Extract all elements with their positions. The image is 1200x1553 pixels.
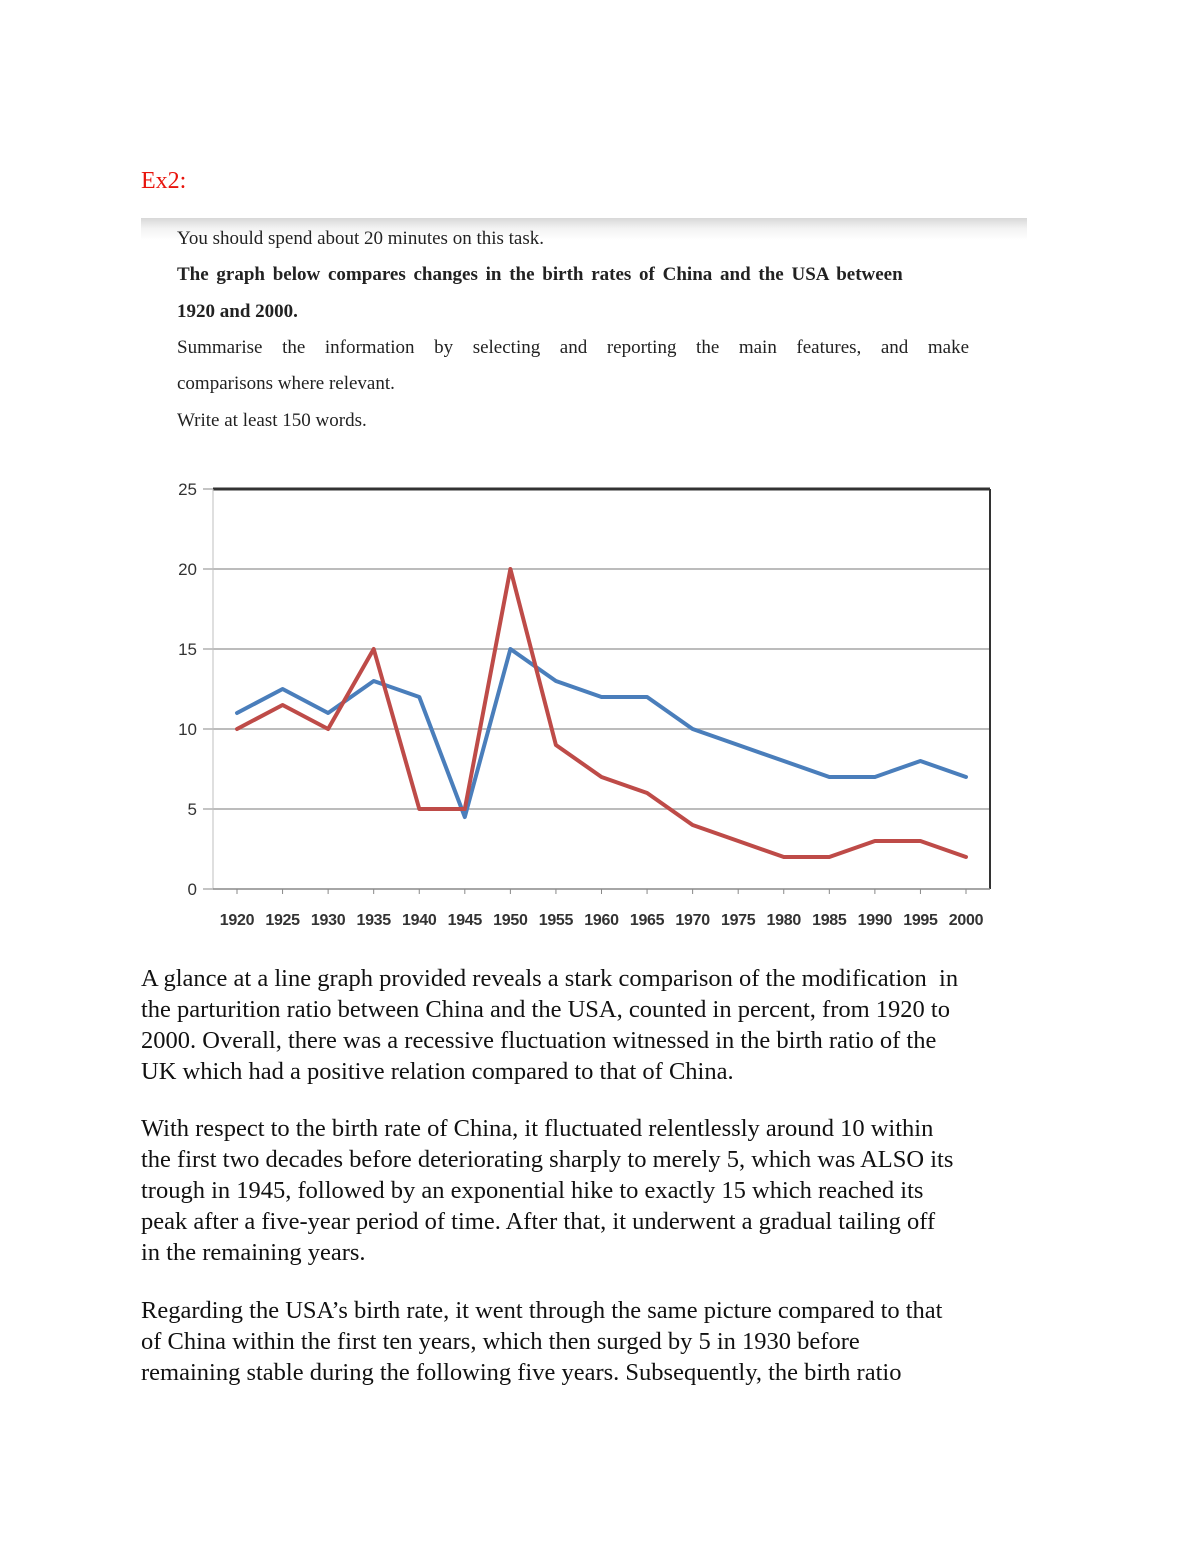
essay-paragraph-2 <box>141 1113 1071 1268</box>
series-line-red <box>237 569 966 857</box>
x-tick-label: 1945 <box>447 912 483 929</box>
essay-line: trough in 1945, followed by an exponential hike to exactly 15 which reached its <box>141 1177 924 1204</box>
task-word-count: Write at least 150 words. <box>177 410 367 431</box>
task-time-line: You should spend about 20 minutes on this task. <box>177 228 545 249</box>
essay-line: UK which had a positive relation compared to that of China. <box>141 1058 734 1085</box>
x-tick-label: 1960 <box>584 912 619 929</box>
essay-paragraph-3 <box>141 1295 1071 1388</box>
y-tick-label: 20 <box>178 560 197 579</box>
y-tick-label: 15 <box>178 640 197 659</box>
x-tick-label: 1925 <box>265 912 300 929</box>
x-tick-label: 1970 <box>675 912 710 929</box>
x-tick-label: 1975 <box>720 912 756 929</box>
x-tick-label: 1965 <box>629 912 665 929</box>
x-tick-label: 2000 <box>948 912 984 929</box>
essay-line: A glance at a line graph provided reveals a stark comparison of the modification in <box>141 965 959 992</box>
essay-line: 2000. Overall, there was a recessive fluctuation witnessed in the birth ratio of the <box>141 1027 937 1054</box>
series-line-blue <box>237 649 966 817</box>
x-tick-label: 1935 <box>356 912 391 929</box>
task-prompt-line-2: 1920 and 2000. <box>177 301 298 322</box>
essay-line: Regarding the USA’s birth rate, it went through the same picture compared to that <box>141 1297 943 1324</box>
task-instruction-line-2: comparisons where relevant. <box>177 373 395 394</box>
x-tick-label: 1990 <box>857 912 893 929</box>
task-instruction-line-1: Summarise the information by selecting and reporting the main features, and make <box>177 337 969 358</box>
x-tick-label: 1950 <box>493 912 528 929</box>
essay-line: of China within the first ten years, which then surged by 5 in 1930 before <box>141 1328 860 1355</box>
task-prompt-line-1: The graph below compares changes in the birth rates of China and the USA between <box>177 264 903 285</box>
x-tick-label: 1920 <box>219 912 255 929</box>
essay-paragraph-1 <box>141 963 1071 1087</box>
y-tick-label: 10 <box>178 720 197 739</box>
essay-line: peak after a five-year period of time. After that, it underwent a gradual tailing off <box>141 1208 936 1235</box>
y-tick-label: 0 <box>187 880 197 899</box>
y-tick-label: 5 <box>187 800 197 819</box>
essay-line: the parturition ratio between China and the USA, counted in percent, from 1920 to <box>141 996 950 1023</box>
x-tick-label: 1955 <box>538 912 574 929</box>
x-tick-label: 1980 <box>766 912 801 929</box>
x-tick-label: 1940 <box>402 912 437 929</box>
essay-line: in the remaining years. <box>141 1239 366 1266</box>
essay-line: the first two decades before deteriorating sharply to merely 5, which was ALSO its <box>141 1146 954 1173</box>
birth-rate-line-chart <box>160 470 1010 940</box>
x-tick-label: 1985 <box>812 912 847 929</box>
y-tick-label: 25 <box>178 480 197 499</box>
exercise-label: Ex2: <box>141 168 187 194</box>
x-tick-label: 1930 <box>310 912 346 929</box>
x-tick-label: 1995 <box>903 912 938 929</box>
task-box <box>141 218 1027 443</box>
essay-line: With respect to the birth rate of China, it fluctuated relentlessly around 10 within <box>141 1115 934 1142</box>
chart-svg <box>160 470 1010 940</box>
essay-line: remaining stable during the following five years. Subsequently, the birth ratio <box>141 1359 902 1386</box>
